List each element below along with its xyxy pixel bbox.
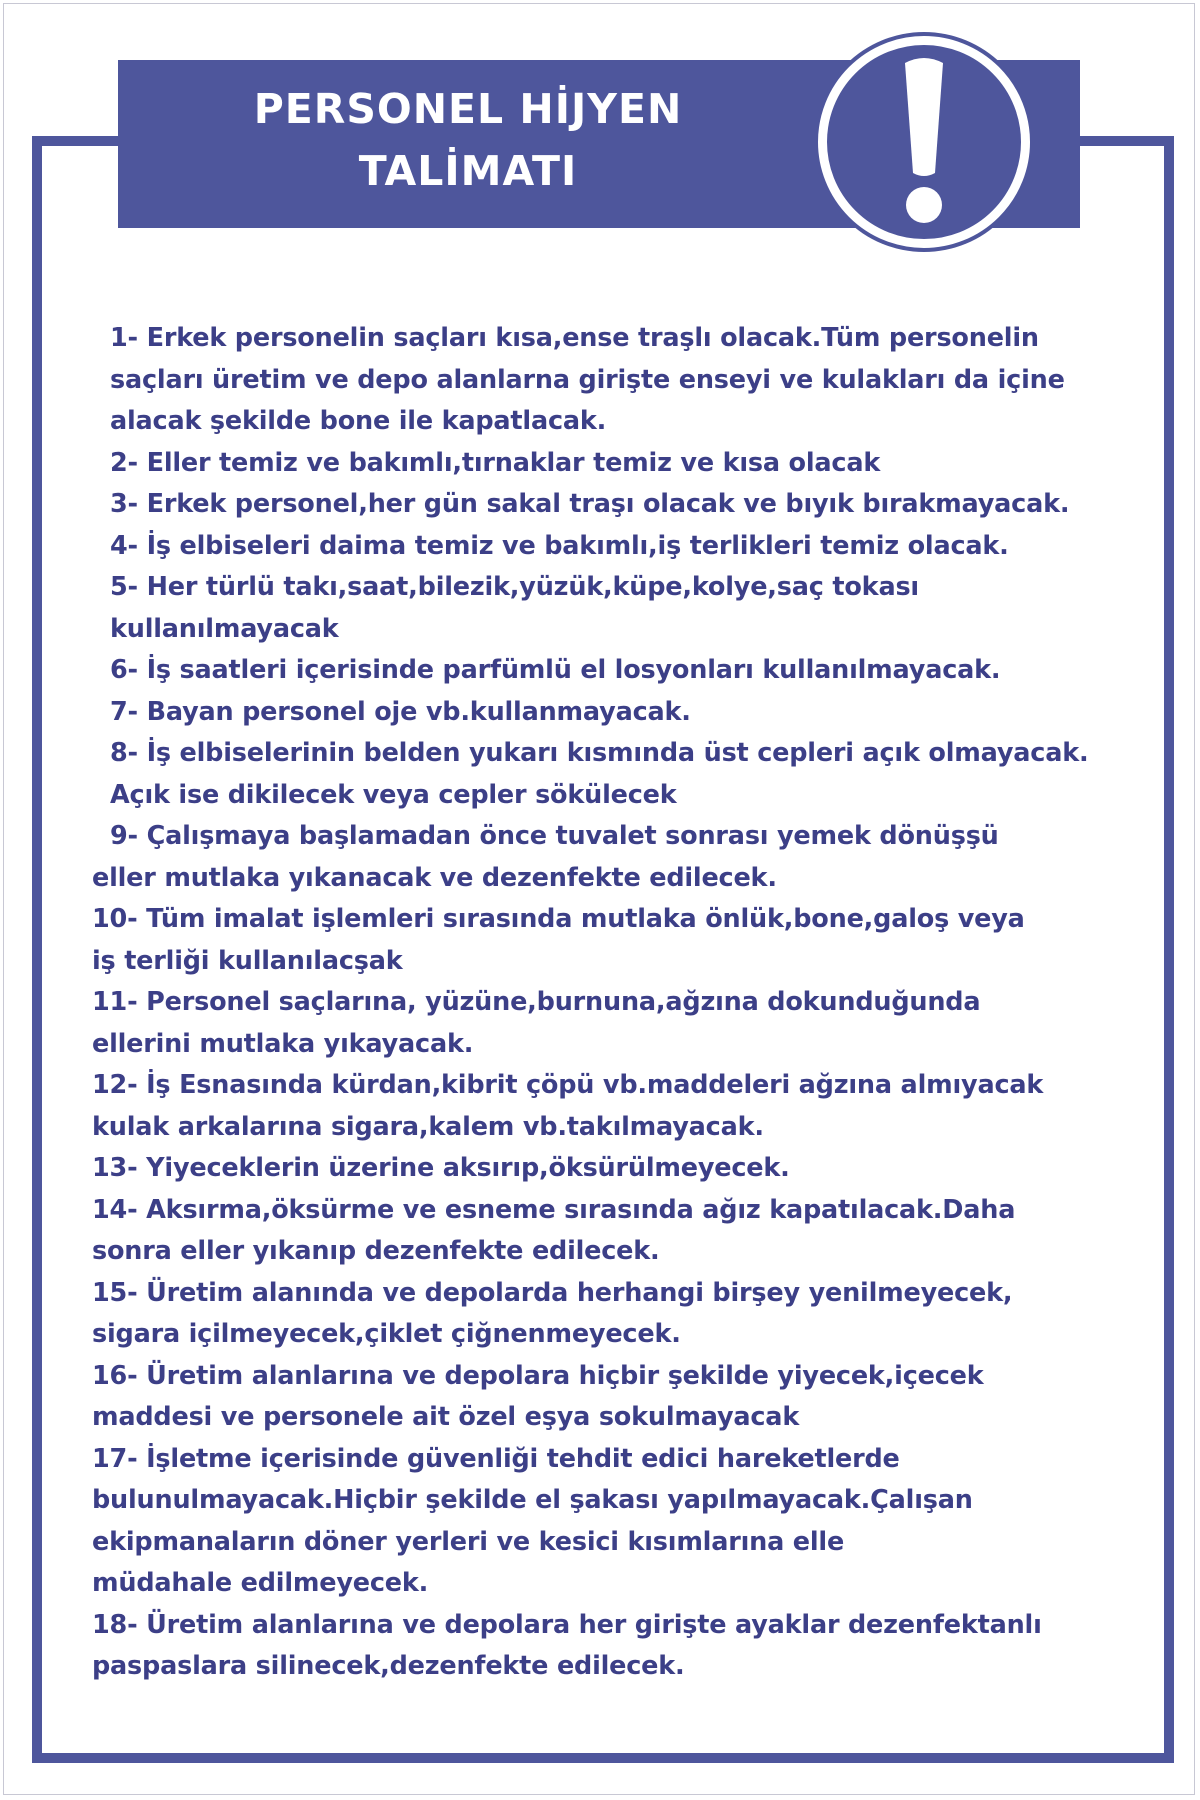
rule-line: maddesi ve personele ait özel eşya sokulmayacak	[92, 1402, 800, 1432]
rule-line: 18- Üretim alanlarına ve depolara her girişte ayaklar dezenfektanlı	[92, 1609, 1042, 1640]
rule-item	[92, 1065, 1142, 1148]
rule-item	[92, 1605, 1142, 1688]
rule-line: 13- Yiyeceklerin üzerine aksırıp,öksürülmeyecek.	[92, 1153, 790, 1183]
rule-line: sonra eller yıkanıp dezenfekte edilecek.	[92, 1236, 660, 1266]
rule-line: sigara içilmeyecek,çiklet çiğnenmeyecek.	[92, 1319, 681, 1349]
rule-item	[92, 1356, 1142, 1439]
rule-line: eller mutlaka yıkanacak ve dezenfekte edilecek.	[92, 862, 777, 893]
rule-line: 6- İş saatleri içerisinde parfümlü el losyonları kullanılmayacak.	[110, 655, 1001, 685]
rule-item	[92, 484, 1142, 526]
rule-item	[92, 1273, 1142, 1356]
rule-item	[92, 1190, 1142, 1273]
rule-line: 16- Üretim alanlarına ve depolara hiçbir şekilde yiyecek,içecek	[92, 1360, 984, 1391]
rule-line: saçları üretim ve depo alanlarna girişte enseyi ve kulakları da içine	[110, 364, 1065, 395]
rule-line: paspaslara silinecek,dezenfekte edilecek.	[92, 1651, 685, 1681]
rule-line: 12- İş Esnasında kürdan,kibrit çöpü vb.maddeleri ağzına almıyacak	[92, 1070, 1044, 1100]
rule-item	[92, 1439, 1142, 1605]
rule-line: bulunulmayacak.Hiçbir şekilde el şakası yapılmayacak.Çalışan	[92, 1485, 973, 1515]
rule-item	[92, 733, 1142, 816]
rule-line: 7- Bayan personel oje vb.kullanmayacak.	[110, 696, 691, 727]
rule-line: alacak şekilde bone ile kapatlacak.	[110, 406, 607, 436]
rules-list	[92, 318, 1142, 1688]
rule-line: iş terliği kullanılacşak	[92, 945, 403, 976]
rule-line: 8- İş elbiselerinin belden yukarı kısmında üst cepleri açık olmayacak.	[110, 738, 1089, 768]
rule-item	[92, 650, 1142, 692]
rule-line: ekipmanaların döner yerleri ve kesici kısımlarına elle	[92, 1526, 845, 1557]
rule-line: 15- Üretim alanında ve depolarda herhangi birşey yenilmeyecek,	[92, 1277, 1013, 1308]
exclamation-icon	[818, 36, 1030, 248]
title-line-2: TALİMATI	[358, 147, 578, 195]
rule-line: 1- Erkek personelin saçları kısa,ense traşlı olacak.Tüm personelin	[110, 323, 1039, 353]
rule-line: 4- İş elbiseleri daima temiz ve bakımlı,iş terlikleri temiz olacak.	[110, 530, 1009, 561]
rule-line: 9- Çalışmaya başlamadan önce tuvalet sonrası yemek dönüşşü	[110, 821, 999, 851]
rule-line: 14- Aksırma,öksürme ve esneme sırasında ağız kapatılacak.Daha	[92, 1194, 1016, 1225]
rule-line: 10- Tüm imalat işlemleri sırasında mutlaka önlük,bone,galoş veya	[92, 904, 1025, 934]
title-line-1: PERSONEL HİJYEN	[253, 85, 683, 133]
exclamation-icon-glyph	[827, 45, 1021, 239]
rule-line: ellerini mutlaka yıkayacak.	[92, 1028, 474, 1059]
rule-item	[92, 318, 1142, 443]
rule-item	[92, 1148, 1142, 1190]
rule-line: kulak arkalarına sigara,kalem vb.takılmayacak.	[92, 1111, 764, 1142]
rule-line: müdahale edilmeyecek.	[92, 1568, 429, 1598]
rule-line: 2- Eller temiz ve bakımlı,tırnaklar temiz ve kısa olacak	[110, 447, 881, 478]
rule-line: 11- Personel saçlarına, yüzüne,burnuna,ağzına dokunduğunda	[92, 987, 981, 1017]
rule-line: 5- Her türlü takı,saat,bilezik,yüzük,küpe,kolye,saç tokası	[110, 572, 919, 602]
rule-line: 17- İşletme içerisinde güvenliği tehdit edici hareketlerde	[92, 1443, 900, 1474]
rule-item	[92, 816, 1142, 899]
rule-line: kullanılmayacak	[110, 613, 339, 644]
rule-line: 3- Erkek personel,her gün sakal traşı olacak ve bıyık bırakmayacak.	[110, 489, 1070, 519]
sign-title	[118, 78, 818, 202]
rule-item	[92, 567, 1142, 650]
rule-item	[92, 692, 1142, 734]
rule-line: Açık ise dikilecek veya cepler sökülecek	[110, 779, 677, 810]
rule-item	[92, 443, 1142, 485]
rule-item	[92, 526, 1142, 568]
rule-item	[92, 899, 1142, 982]
rule-item	[92, 982, 1142, 1065]
